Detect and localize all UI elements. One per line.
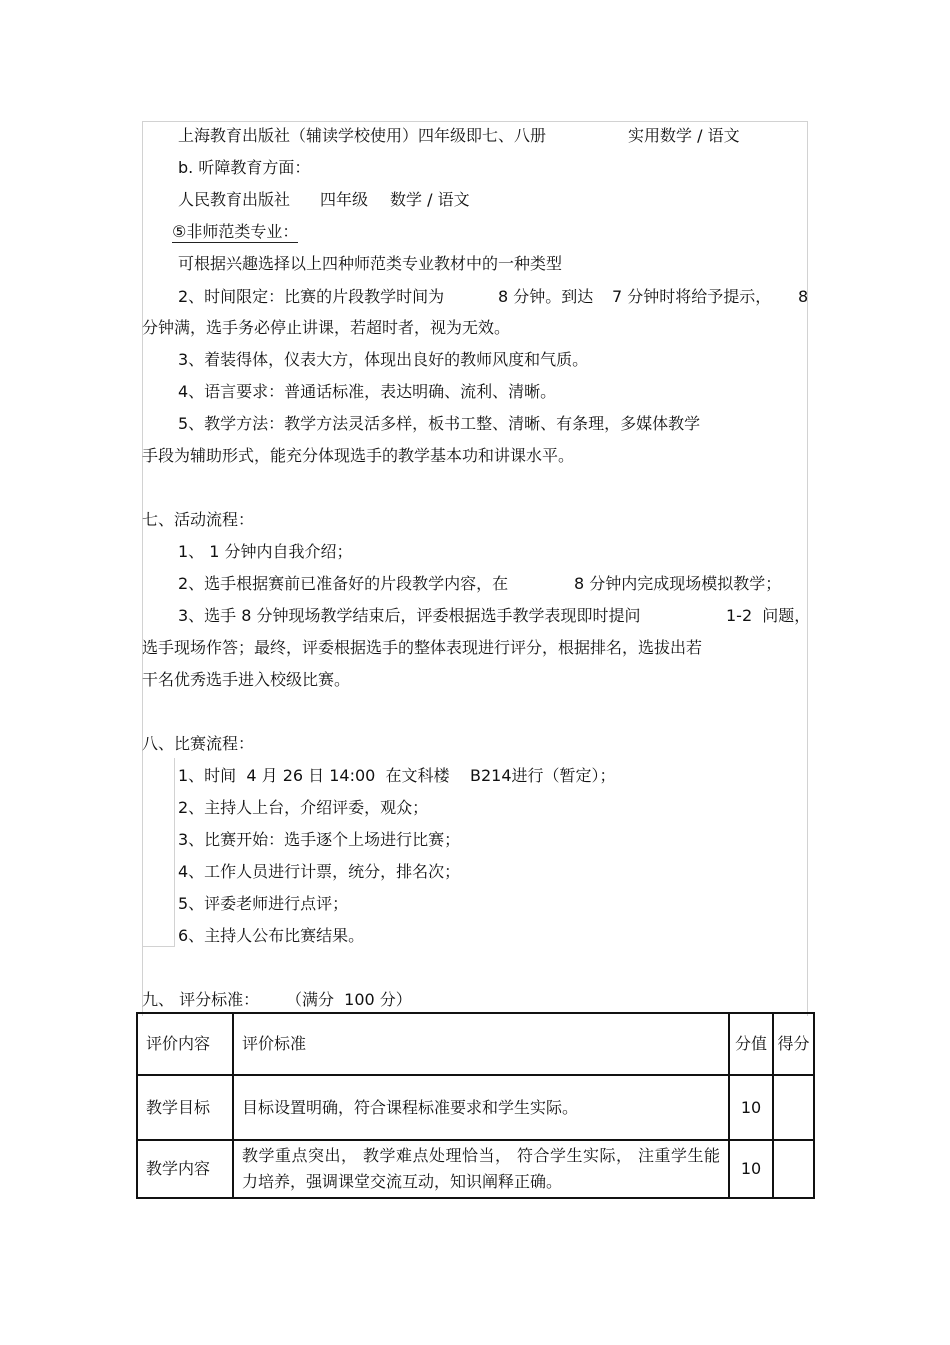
rule-time-limit-d: 8 xyxy=(798,287,809,306)
row-item: 教学内容 xyxy=(137,1140,233,1198)
activity-step-3-cont2: 干名优秀选手进入校级比赛。 xyxy=(142,670,351,689)
row-obtained xyxy=(773,1075,814,1140)
row-score: 10 xyxy=(729,1140,773,1198)
contest-step-3: 3、比赛开始：选手逐个上场进行比赛； xyxy=(178,830,461,849)
row-obtained xyxy=(773,1140,814,1198)
table-row xyxy=(137,1075,814,1140)
hearing-impaired-heading: b. 听障教育方面： xyxy=(178,158,311,177)
contest-step-5: 5、评委老师进行点评； xyxy=(178,894,349,913)
row-item: 教学目标 xyxy=(137,1075,233,1140)
contest-step-1b: B214进行（暂定）； xyxy=(470,766,616,785)
activity-step-1: 1、 1 分钟内自我介绍； xyxy=(178,542,353,561)
contest-step-6: 6、主持人公布比赛结果。 xyxy=(178,926,365,945)
contest-step-2: 2、主持人上台，介绍评委，观众； xyxy=(178,798,429,817)
section9-full-score: （满分 100 分） xyxy=(286,990,412,1009)
textbook-line-renmin-grade: 四年级 xyxy=(320,190,369,209)
table-header-row xyxy=(137,1013,814,1075)
non-normal-major-text: 可根据兴趣选择以上四种师范类专业教材中的一种类型 xyxy=(178,254,563,273)
activity-step-2b: 8 分钟内完成现场模拟教学； xyxy=(574,574,782,593)
header-criteria: 评价标准 xyxy=(233,1013,729,1075)
activity-step-3a: 3、选手 8 分钟现场教学结束后，评委根据选手教学表现即时提问 xyxy=(178,606,641,625)
textbook-line-shanghai: 上海教育出版社（辅读学校使用）四年级即七、八册 xyxy=(178,126,547,145)
row-criteria: 教学重点突出， 教学难点处理恰当， 符合学生实际， 注重学生能力培养，强调课堂交流互动，知识阐释正确。 xyxy=(233,1140,729,1198)
rule-language: 4、语言要求：普通话标准，表达明确、流利、清晰。 xyxy=(178,382,557,401)
rule-teaching-method-cont: 手段为辅助形式，能充分体现选手的教学基本功和讲课水平。 xyxy=(142,446,575,465)
section8-title: 八、比赛流程： xyxy=(142,734,255,753)
page-frame-top-border xyxy=(142,121,808,122)
section8-list-box xyxy=(142,758,175,947)
page-frame-right-border xyxy=(807,121,808,1016)
rule-time-limit-c: 7 分钟时将给予提示， xyxy=(612,287,772,306)
row-criteria: 目标设置明确，符合课程标准要求和学生实际。 xyxy=(233,1075,729,1140)
activity-step-3b: 1-2 问题， xyxy=(726,606,811,625)
row-score: 10 xyxy=(729,1075,773,1140)
activity-step-3-cont: 选手现场作答；最终，评委根据选手的整体表现进行评分，根据排名，选拔出若 xyxy=(142,638,703,657)
rule-time-limit-b: 8 分钟。到达 xyxy=(498,287,594,306)
rule-time-limit-a: 2、时间限定：比赛的片段教学时间为 xyxy=(178,287,445,306)
section7-title: 七、活动流程： xyxy=(142,510,255,529)
section9-title: 九、 评分标准： xyxy=(142,990,260,1009)
rule-time-limit-cont: 分钟满，选手务必停止讲课，若超时者，视为无效。 xyxy=(142,318,511,337)
rule-teaching-method: 5、教学方法：教学方法灵活多样，板书工整、清晰、有条理，多媒体教学 xyxy=(178,414,701,433)
table-row xyxy=(137,1140,814,1198)
rule-attire: 3、着装得体，仪表大方，体现出良好的教师风度和气质。 xyxy=(178,350,589,369)
header-score: 分值 xyxy=(729,1013,773,1075)
textbook-line-shanghai-subjects: 实用数学 / 语文 xyxy=(628,126,740,145)
non-normal-major-label: ⑤非师范类专业： xyxy=(172,222,299,241)
contest-step-4: 4、工作人员进行计票，统分，排名次； xyxy=(178,862,461,881)
textbook-line-renmin-subjects: 数学 / 语文 xyxy=(390,190,470,209)
activity-step-2a: 2、选手根据赛前已准备好的片段教学内容，在 xyxy=(178,574,509,593)
non-normal-major-heading xyxy=(172,222,298,242)
textbook-line-renmin-publisher: 人民教育出版社 xyxy=(178,190,291,209)
scoring-table xyxy=(136,1012,815,1199)
contest-step-1a: 1、时间 4 月 26 日 14:00 在文科楼 xyxy=(178,766,450,785)
header-item: 评价内容 xyxy=(137,1013,233,1075)
header-obtained: 得分 xyxy=(773,1013,814,1075)
